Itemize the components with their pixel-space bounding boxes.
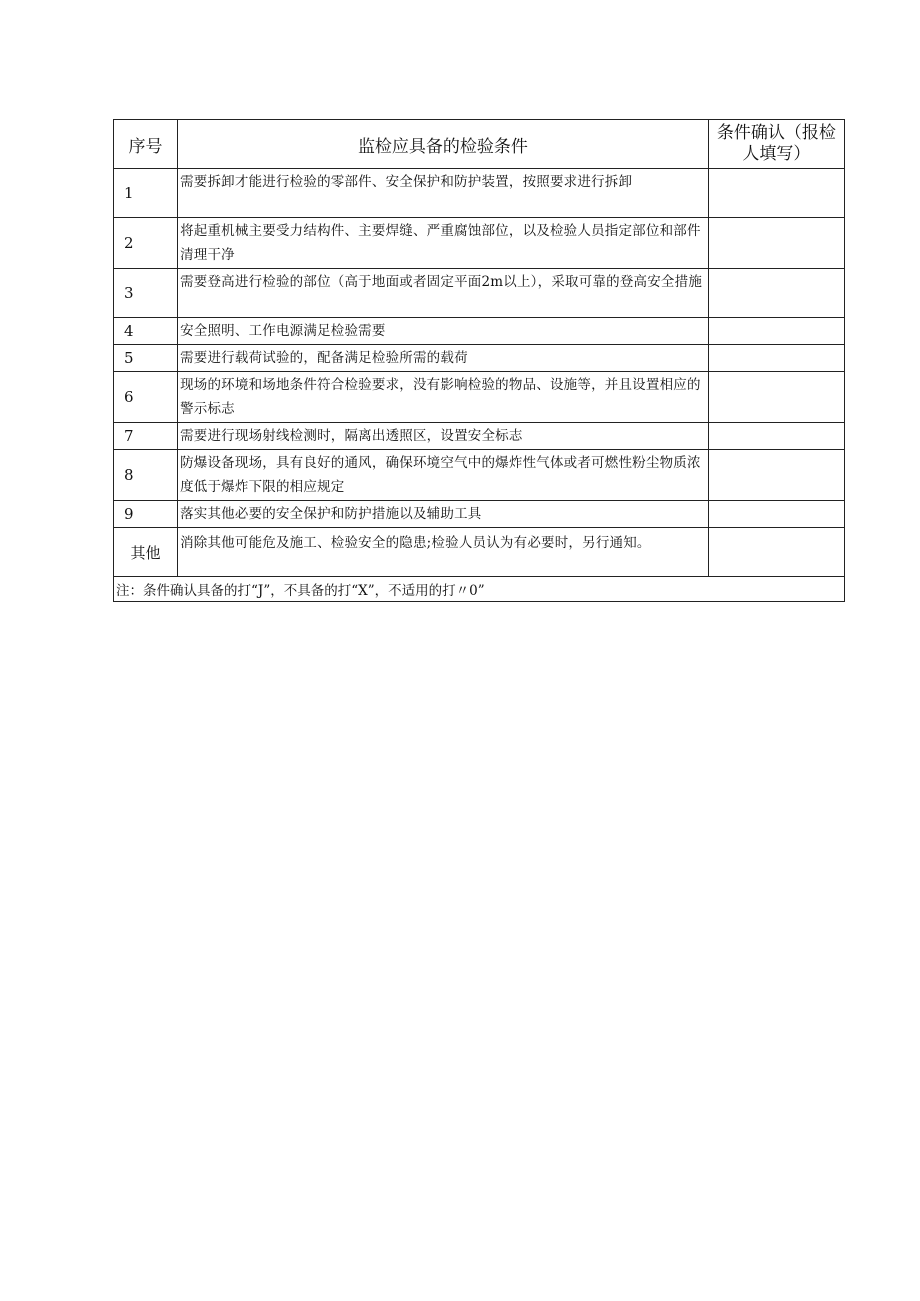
- row-index: 9: [114, 501, 178, 528]
- row-condition: 安全照明、工作电源满足检验需要: [178, 318, 709, 345]
- row-condition: 防爆设备现场，具有良好的通风，确保环境空气中的爆炸性气体或者可燃性粉尘物质浓度低于爆炸下限的相应规定: [178, 450, 709, 501]
- table-row: [114, 169, 845, 218]
- header-condition: 监检应具备的检验条件: [178, 120, 709, 169]
- row-index: 5: [114, 345, 178, 372]
- row-condition: 需要进行现场射线检测时，隔离出透照区，设置安全标志: [178, 423, 709, 450]
- row-condition: 将起重机械主要受力结构件、主要焊缝、严重腐蚀部位，以及检验人员指定部位和部件清理干净: [178, 218, 709, 269]
- row-confirm-cell[interactable]: [708, 372, 844, 423]
- table-note: 注：条件确认具备的打“J”，不具备的打“X”，不适用的打〃0”: [114, 577, 845, 602]
- row-index: 8: [114, 450, 178, 501]
- table-row: [114, 372, 845, 423]
- table-header-row: [114, 120, 845, 169]
- table-row: [114, 269, 845, 318]
- row-index: 4: [114, 318, 178, 345]
- row-confirm-cell[interactable]: [708, 318, 844, 345]
- row-condition: 需要登高进行检验的部位（高于地面或者固定平面2m以上），采取可靠的登高安全措施: [178, 269, 709, 318]
- row-index: 1: [114, 169, 178, 218]
- row-confirm-cell[interactable]: [708, 345, 844, 372]
- row-condition: 落实其他必要的安全保护和防护措施以及辅助工具: [178, 501, 709, 528]
- row-confirm-cell[interactable]: [708, 501, 844, 528]
- row-index: 2: [114, 218, 178, 269]
- row-index: 6: [114, 372, 178, 423]
- table-row: [114, 218, 845, 269]
- row-confirm-cell[interactable]: [708, 528, 844, 577]
- row-confirm-cell[interactable]: [708, 450, 844, 501]
- header-confirm: 条件确认（报检人填写）: [708, 120, 844, 169]
- row-condition: 消除其他可能危及施工、检验安全的隐患;检验人员认为有必要时，另行通知。: [178, 528, 709, 577]
- row-confirm-cell[interactable]: [708, 169, 844, 218]
- header-index: 序号: [114, 120, 178, 169]
- row-index: 其他: [114, 528, 178, 577]
- table-row: [114, 528, 845, 577]
- table-row: [114, 450, 845, 501]
- inspection-conditions-table: [113, 119, 845, 602]
- row-condition: 现场的环境和场地条件符合检验要求，没有影响检验的物品、设施等，并且设置相应的警示标志: [178, 372, 709, 423]
- row-confirm-cell[interactable]: [708, 218, 844, 269]
- row-index: 3: [114, 269, 178, 318]
- row-condition: 需要进行载荷试验的，配备满足检验所需的载荷: [178, 345, 709, 372]
- row-index: 7: [114, 423, 178, 450]
- table-row: [114, 318, 845, 345]
- row-condition: 需要拆卸才能进行检验的零部件、安全保护和防护装置，按照要求进行拆卸: [178, 169, 709, 218]
- table-row: [114, 501, 845, 528]
- table-row: [114, 345, 845, 372]
- row-confirm-cell[interactable]: [708, 269, 844, 318]
- note-row: [114, 577, 845, 602]
- table-row: [114, 423, 845, 450]
- row-confirm-cell[interactable]: [708, 423, 844, 450]
